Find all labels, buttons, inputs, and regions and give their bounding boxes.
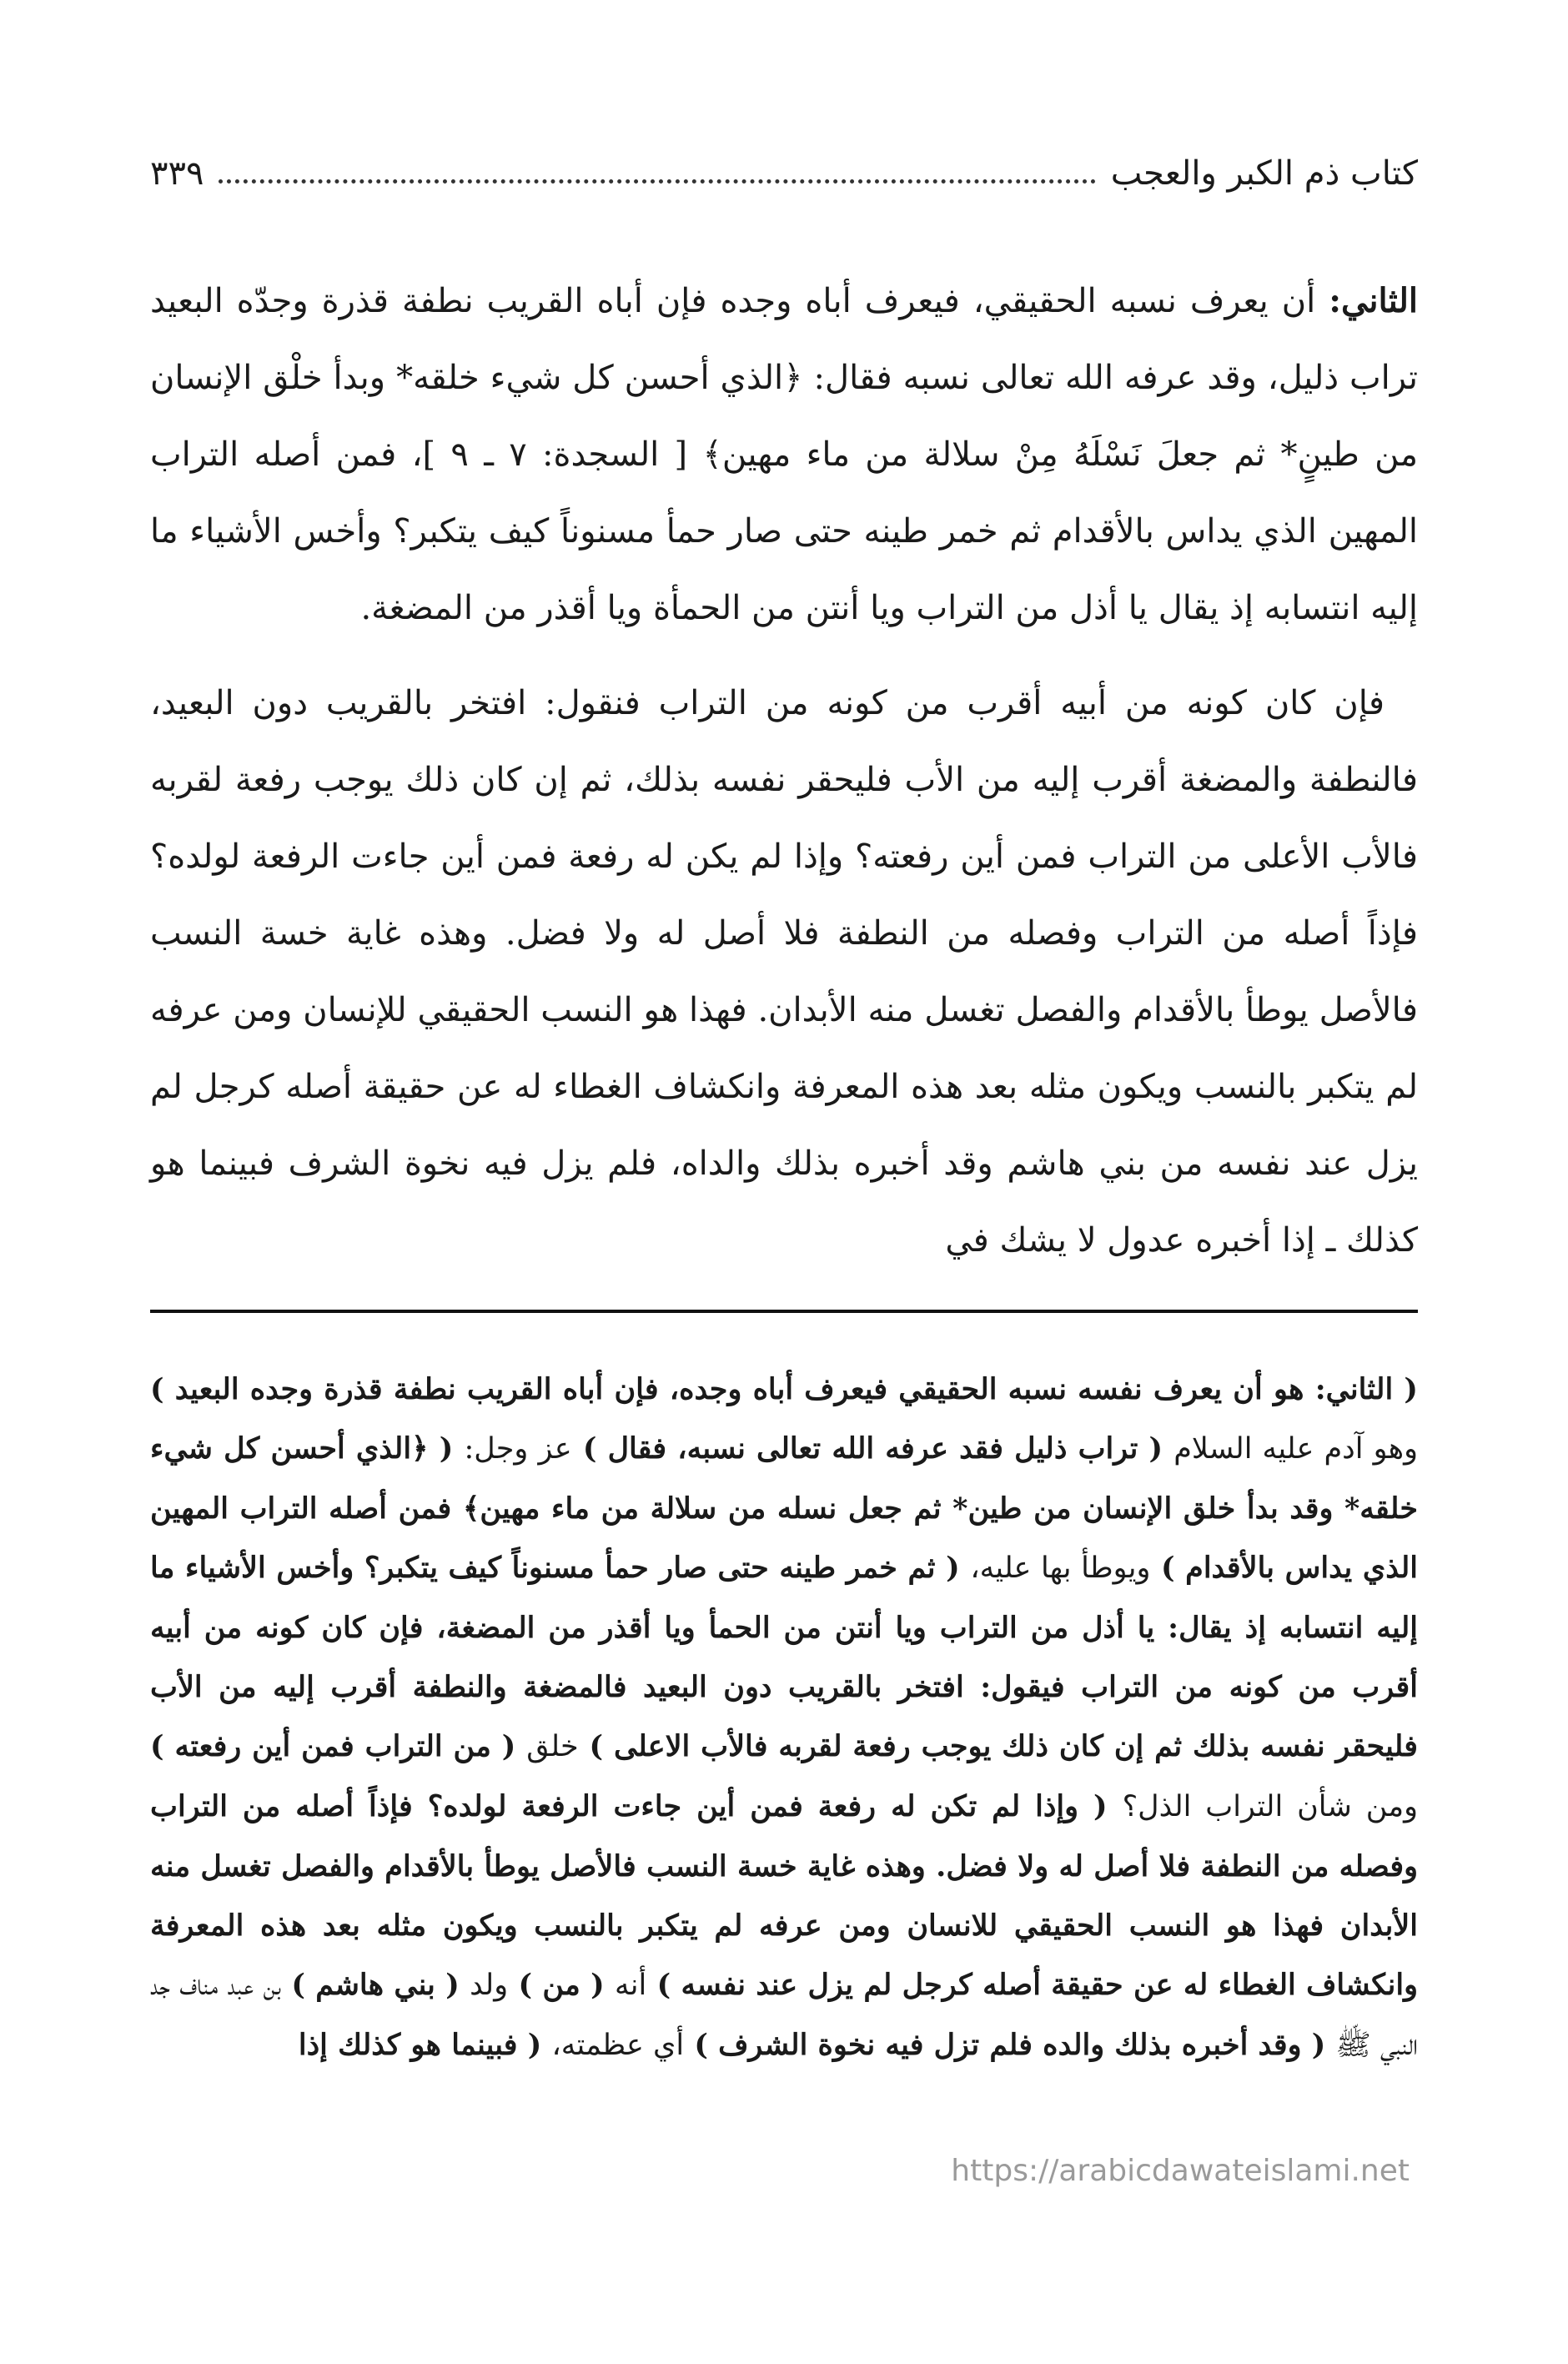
commentary-paragraph bbox=[150, 1360, 1418, 2075]
commentary-gloss: وهو آدم عليه السلام bbox=[1173, 1432, 1419, 1466]
commentary-gloss: ويوطأ بها عليه، bbox=[970, 1552, 1151, 1585]
commentary-gloss: ومن شأن التراب الذل؟ bbox=[1122, 1790, 1418, 1823]
header-dot-leader bbox=[219, 179, 1095, 184]
paragraph-lead-word: الثاني: bbox=[1329, 281, 1419, 320]
commentary-gloss: ولد bbox=[470, 1969, 509, 2002]
commentary-gloss: خلق bbox=[526, 1730, 579, 1763]
commentary-quote: ( بني هاشم ) bbox=[291, 1968, 460, 2002]
main-text bbox=[150, 263, 1418, 1279]
commentary-quote: ( ﴿الذي أحسن كل شيء خلقه* وقد بدأ خلق الإنسان من طين* ثم جعل نسله من سلالة من ماء مهين﴾ فمن أصله التراب المهين الذي يداس بالأقدام ) bbox=[150, 1431, 1418, 1585]
commentary-quote: ( من التراب فمن أين رفعته ) bbox=[150, 1729, 516, 1763]
header-title: كتاب ذم الكبر والعجب bbox=[1110, 154, 1418, 193]
footnote-separator bbox=[150, 1310, 1418, 1313]
commentary-quote: ( ثم خمر طينه حتى صار حمأ مسنوناً كيف يتكبر؟ وأخس الأشياء ما إليه انتسابه إذ يقال: يا أذل من التراب ويا أنتن من الحمأ ويا أقذر من المضغة، فإن كان كونه من أبيه أقرب من كونه من التراب فيقول: افتخر بالقريب دون البعيد فالمضغة والنطفة أقرب إليه من الأب فليحقر نفسه بذلك ثم إن كان ذلك يوجب رفعة لقربه فالأب الاعلى ) bbox=[150, 1551, 1418, 1763]
watermark-url: https://arabicdawateislami.net bbox=[951, 2154, 1410, 2188]
commentary-block bbox=[150, 1360, 1418, 2075]
commentary-quote: ( تراب ذليل فقد عرفه الله تعالى نسبه، فقال ) bbox=[582, 1431, 1163, 1466]
commentary-gloss: بن عبد مناف جد النبي ﷺ bbox=[150, 1969, 1418, 2062]
commentary-gloss: عز وجل: bbox=[464, 1432, 572, 1466]
commentary-gloss: أي عظمته، bbox=[551, 2029, 685, 2062]
commentary-quote: ( الثاني: هو أن يعرف نفسه نسبه الحقيقي فيعرف أباه وجده، فإن أباه القريب نطفة قذرة وجده البعيد ) bbox=[150, 1372, 1418, 1406]
running-header bbox=[150, 148, 1418, 199]
commentary-quote: ( فبينما هو كذلك إذا bbox=[298, 2028, 542, 2062]
main-paragraph-1 bbox=[150, 263, 1418, 646]
commentary-gloss: أنه bbox=[615, 1969, 647, 2002]
commentary-quote: ( من ) bbox=[518, 1968, 605, 2002]
page-number: ٣٣٩ bbox=[150, 154, 204, 193]
main-paragraph-2: فإن كان كونه من أبيه أقرب من كونه من التراب فنقول: افتخر بالقريب دون البعيد، فالنطفة والمضغة أقرب إليه من الأب فليحقر نفسه بذلك، ثم إن كان ذلك يوجب رفعة لقربه فالأب الأعلى من التراب فمن أين رفعته؟ وإذا لم يكن له رفعة فمن أين جاءت الرفعة لولده؟ فإذاً أصله من التراب وفصله من النطفة فلا أصل له ولا فضل. وهذه غاية خسة النسب فالأصل يوطأ بالأقدام والفصل تغسل منه الأبدان. فهذا هو النسب الحقيقي للإنسان ومن عرفه لم يتكبر بالنسب ويكون مثله بعد هذه المعرفة وانكشاف الغطاء له عن حقيقة أصله كرجل لم يزل عند نفسه من بني هاشم وقد أخبره بذلك والداه، فلم يزل فيه نخوة الشرف فبينما هو كذلك ـ إذا أخبره عدول لا يشك في bbox=[150, 684, 1419, 1260]
commentary-quote: ( وقد أخبره بذلك والده فلم تزل فيه نخوة الشرف ) bbox=[694, 2028, 1326, 2062]
main-paragraph-1-text: أن يعرف نسبه الحقيقي، فيعرف أباه وجده فإن أباه القريب نطفة قذرة وجدّه البعيد تراب ذليل، وقد عرفه الله تعالى نسبه فقال: ﴿الذي أحسن كل شيء خلقه* وبدأ خلْق الإنسان من طينٍ* ثم جعلَ نَسْلَهُ مِنْ سلالة من ماء مهين﴾ [ السجدة: ٧ ـ ٩ ]، فمن أصله التراب المهين الذي يداس بالأقدام ثم خمر طينه حتى صار حمأ مسنوناً كيف يتكبر؟ وأخس الأشياء ما إليه انتسابه إذ يقال يا أذل من التراب ويا أنتن من الحمأة ويا أقذر من المضغة. bbox=[150, 282, 1418, 627]
commentary-quote: ( وإذا لم تكن له رفعة فمن أين جاءت الرفعة لولده؟ فإذاً أصله من التراب وفصله من النطفة فلا أصل له ولا فضل. وهذه غاية خسة النسب فالأصل يوطأ بالأقدام والفصل تغسل منه الأبدان فهذا هو النسب الحقيقي للانسان ومن عرفه لم يتكبر بالنسب ويكون مثله بعد هذه المعرفة وانكشاف الغطاء له عن حقيقة أصله كرجل لم يزل عند نفسه ) bbox=[150, 1789, 1419, 2002]
